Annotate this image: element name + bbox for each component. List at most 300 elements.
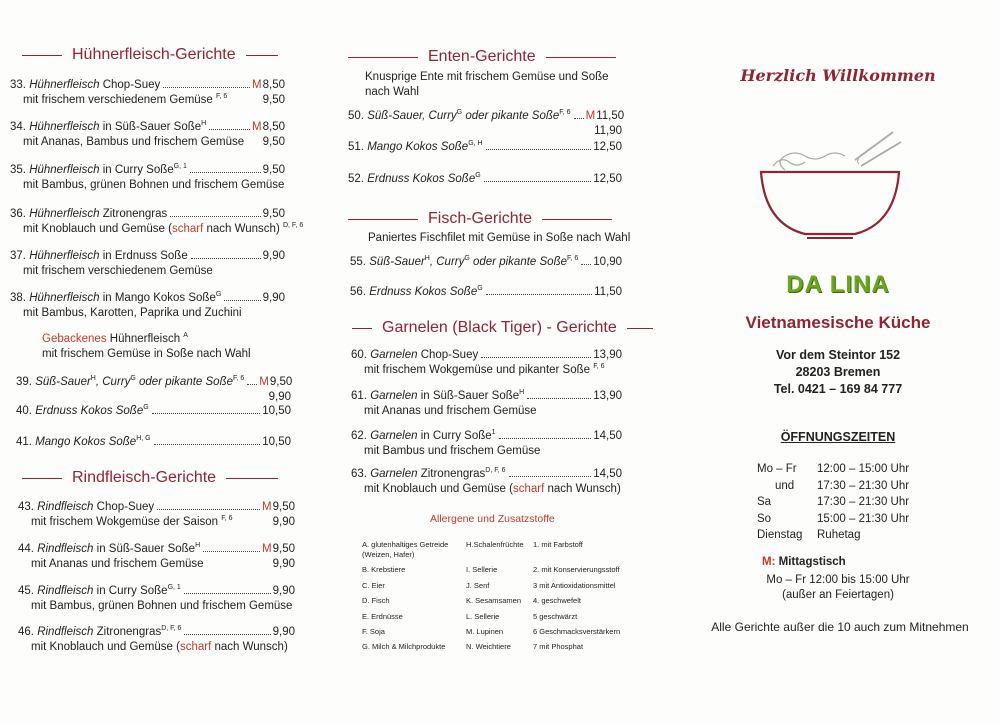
desc-text: nach Wunsch) bbox=[544, 483, 621, 495]
item-main-line bbox=[350, 255, 622, 270]
item-label bbox=[18, 584, 181, 599]
item-main-line bbox=[10, 291, 285, 306]
item-number: 35. bbox=[10, 164, 30, 176]
allergen-entry: 1. mit Farbstoff bbox=[533, 540, 583, 549]
item-label bbox=[351, 348, 478, 363]
lunch-marker: M bbox=[259, 376, 269, 388]
item-price: 12,50 bbox=[593, 173, 622, 185]
allergen-entry: L. Sellerie bbox=[466, 611, 500, 621]
item-main-line bbox=[348, 140, 622, 155]
allergen-code: F, 6 bbox=[593, 363, 605, 371]
spicy-note: scharf bbox=[512, 483, 545, 495]
item-name-rest: , Curry bbox=[429, 256, 465, 268]
item-description-line bbox=[18, 557, 295, 572]
item-number: 50. bbox=[348, 110, 368, 122]
desc-text: mit Knoblauch und Gemüse ( bbox=[364, 483, 513, 495]
item-price: 10,90 bbox=[593, 256, 623, 268]
desc-text: mit Bambus, grünen Bohnen und frischem Gemüse bbox=[31, 600, 293, 612]
item-description bbox=[23, 222, 303, 237]
allergen-code: G bbox=[130, 375, 136, 383]
allergen-entry: A. glutenhaltiges Getreide bbox=[362, 540, 449, 549]
item-name: Erdnuss Kokos Soße bbox=[367, 173, 476, 185]
menu-item bbox=[348, 140, 622, 155]
allergen-entry: 7 mit Phosphat bbox=[533, 642, 584, 652]
item-name: Erdnuss Kokos Soße bbox=[35, 405, 144, 417]
lunch-note: (außer an Feiertagen) bbox=[782, 589, 894, 601]
item-main-line bbox=[18, 584, 295, 599]
menu-item bbox=[10, 249, 285, 279]
menu-item bbox=[351, 467, 622, 497]
allergen-entry: B. Krebstiere bbox=[362, 565, 406, 575]
menu-item bbox=[351, 429, 622, 459]
allergen-code: G bbox=[456, 109, 463, 117]
item-name-rest: in Süß-Sauer Soße bbox=[99, 121, 202, 133]
item-price: 9,90 bbox=[262, 250, 285, 262]
allergen-code: D, F, 6 bbox=[161, 625, 182, 633]
menu-item bbox=[16, 404, 291, 419]
hours-time: 17:30 – 21:30 Uhr bbox=[817, 479, 910, 492]
item-label bbox=[348, 140, 483, 155]
header-rule bbox=[22, 478, 62, 479]
item-number: 60. bbox=[351, 349, 371, 361]
item-number: 41. bbox=[16, 436, 36, 448]
section-title: Fisch-Gerichte bbox=[428, 210, 533, 227]
item-name-rest: Chop-Suey bbox=[99, 79, 161, 91]
item-name-rest: Zitronengras bbox=[93, 626, 162, 638]
item-description bbox=[23, 306, 285, 321]
dot-leader bbox=[484, 181, 592, 182]
item-price-large: 9,90 bbox=[272, 558, 295, 570]
item-name: Hühnerfleisch bbox=[29, 208, 100, 220]
item-number: 46. bbox=[18, 626, 38, 638]
allergen-code: F, 6 bbox=[559, 109, 571, 117]
item-main-line bbox=[18, 500, 295, 515]
item-label bbox=[348, 172, 481, 187]
desc-text: mit frischem Wokgemüse und pikanter Soße bbox=[364, 364, 591, 376]
dot-leader bbox=[152, 413, 261, 414]
allergen-entry: M. Lupinen bbox=[466, 626, 504, 636]
item-name: Mango Kokos Soße bbox=[367, 141, 469, 153]
section-header-duck bbox=[348, 48, 616, 66]
dot-leader bbox=[209, 129, 250, 130]
item-main-line bbox=[16, 404, 291, 419]
item-label bbox=[10, 78, 160, 93]
item-description-line bbox=[10, 93, 285, 108]
lunch-marker: M: bbox=[762, 556, 776, 568]
menu-item bbox=[351, 348, 622, 378]
item-number: 52. bbox=[348, 173, 368, 185]
takeaway-note: Alle Gerichte außer die 10 auch zum Mitnehmen bbox=[711, 620, 969, 634]
allergen-code: D, F, 6 bbox=[282, 222, 304, 230]
allergen-code: H, G bbox=[136, 435, 151, 443]
item-number: 63. bbox=[351, 468, 371, 480]
item-main-line bbox=[351, 467, 622, 482]
item-main-line bbox=[18, 542, 295, 557]
item-price-large: 9,90 bbox=[268, 391, 291, 403]
item-name: Garnelen bbox=[370, 390, 418, 402]
menu-item bbox=[10, 207, 304, 237]
item-label bbox=[18, 500, 154, 515]
header-rule bbox=[546, 57, 616, 58]
menu-item-fried-chicken bbox=[42, 332, 282, 362]
menu-item bbox=[18, 542, 295, 572]
allergen-code: G bbox=[143, 404, 149, 412]
allergen-code: H bbox=[201, 120, 207, 128]
item-name: Hühnerfleisch bbox=[29, 121, 100, 133]
menu-item bbox=[18, 584, 295, 614]
item-price: 13,90 bbox=[593, 390, 622, 402]
menu-item bbox=[10, 78, 285, 108]
section-header-shrimp bbox=[352, 319, 653, 337]
item-description bbox=[23, 93, 263, 108]
item-name: Hühnerfleisch bbox=[29, 164, 100, 176]
item-description-line bbox=[10, 178, 285, 193]
hours-day: Sa bbox=[757, 496, 772, 508]
item-name-rest: in Süß-Sauer Soße bbox=[417, 390, 520, 402]
item-description bbox=[364, 482, 622, 497]
hours-row bbox=[757, 527, 909, 544]
street: Vor dem Steintor 152 bbox=[775, 348, 901, 362]
item-name-rest: Hühnerfleisch bbox=[106, 333, 181, 345]
dot-leader bbox=[184, 634, 270, 635]
item-number: 44. bbox=[18, 543, 38, 555]
item-price: 11,50 bbox=[596, 110, 625, 122]
allergen-entry: E. Erdnüsse bbox=[362, 611, 403, 621]
lunch-marker: M bbox=[262, 501, 272, 513]
item-label bbox=[18, 542, 200, 557]
lunch-info bbox=[728, 573, 948, 603]
item-price-large: 9,90 bbox=[272, 516, 295, 528]
menu-item bbox=[16, 435, 291, 450]
allergen-code: H bbox=[195, 542, 201, 550]
city: 28203 Bremen bbox=[795, 365, 881, 379]
item-label bbox=[351, 467, 506, 482]
header-rule bbox=[226, 478, 278, 479]
item-number: 51. bbox=[348, 141, 368, 153]
hours-table bbox=[757, 461, 909, 544]
item-main-line bbox=[350, 285, 622, 300]
noodle-bowl-icon bbox=[755, 128, 905, 244]
item-name-rest: Zitronengras bbox=[417, 468, 486, 480]
item-price: 14,50 bbox=[593, 468, 622, 480]
item-price-line bbox=[16, 390, 291, 405]
allergen-list-c bbox=[533, 540, 620, 658]
item-label bbox=[10, 249, 188, 264]
item-price: 9,90 bbox=[272, 626, 295, 638]
menu-item bbox=[16, 375, 291, 405]
desc-text: mit Ananas, Bambus und frischem Gemüse bbox=[23, 136, 245, 148]
item-name-rest: in Erdnuss Soße bbox=[99, 250, 188, 262]
dot-leader bbox=[157, 509, 260, 510]
hours-time: 15:00 – 21:30 Uhr bbox=[817, 512, 910, 525]
item-main-line bbox=[10, 120, 285, 135]
lunch-title: Mittagstisch bbox=[775, 556, 846, 568]
item-label bbox=[350, 255, 578, 270]
dot-leader bbox=[574, 118, 584, 119]
desc-text: mit Ananas und frischem Gemüse bbox=[364, 405, 537, 417]
item-price: 9,50 bbox=[272, 543, 295, 555]
dot-leader bbox=[224, 300, 260, 301]
allergen-entry: C. Eier bbox=[362, 580, 385, 590]
dot-leader bbox=[163, 87, 250, 88]
allergen-entry: H.Schalenfrüchte bbox=[466, 540, 524, 549]
menu-item bbox=[10, 163, 285, 193]
intro-line: Knusprige Ente mit frischem Gemüse und Soße bbox=[365, 71, 609, 83]
item-name: Hühnerfleisch bbox=[29, 292, 100, 304]
item-label bbox=[351, 429, 496, 444]
item-main-line bbox=[10, 207, 285, 222]
item-label bbox=[10, 207, 167, 222]
allergen-code: G bbox=[475, 172, 481, 180]
item-label bbox=[16, 375, 244, 390]
allergen-entry: 6 Geschmacksverstärkern bbox=[533, 626, 621, 636]
item-name-rest: Zitronengras bbox=[99, 208, 168, 220]
item-price: 12,50 bbox=[593, 141, 622, 153]
item-name-rest: oder pikante Soße bbox=[462, 110, 560, 122]
menu-item bbox=[18, 500, 295, 530]
desc-text: mit Knoblauch und Gemüse ( bbox=[23, 223, 172, 235]
section-header-fish bbox=[348, 210, 612, 228]
item-price: 9,50 bbox=[272, 501, 295, 513]
menu-item bbox=[18, 625, 295, 655]
allergen-entry: I. Sellerie bbox=[466, 565, 498, 575]
dot-leader bbox=[191, 258, 261, 259]
section-header-chicken bbox=[22, 46, 278, 64]
allergen-code: H bbox=[424, 255, 430, 263]
lunch-marker: M bbox=[252, 79, 262, 91]
item-label bbox=[351, 389, 524, 404]
item-main-line bbox=[16, 375, 291, 390]
item-description-line bbox=[351, 404, 622, 419]
item-price-line bbox=[348, 124, 622, 139]
item-name: Süß-Sauer bbox=[35, 376, 91, 388]
item-number: 39. bbox=[16, 376, 36, 388]
allergen-code: G, 1 bbox=[167, 584, 181, 592]
dot-leader bbox=[184, 593, 271, 594]
header-rule bbox=[542, 219, 612, 220]
item-description bbox=[31, 599, 295, 614]
dot-leader bbox=[203, 551, 260, 552]
item-name-rest: Chop-Suey bbox=[93, 501, 155, 513]
item-description-line bbox=[18, 599, 295, 614]
desc-text: mit Knoblauch und Gemüse ( bbox=[31, 641, 180, 653]
section-title: Rindfleisch-Gerichte bbox=[72, 469, 217, 486]
item-description bbox=[364, 404, 622, 419]
item-number: 33. bbox=[10, 79, 30, 91]
item-description-line bbox=[351, 444, 622, 459]
item-name-rest: oder pikante Soße bbox=[469, 256, 567, 268]
allergen-code: 1 bbox=[491, 429, 496, 437]
item-name-rest: in Curry Soße bbox=[93, 585, 168, 597]
item-label bbox=[350, 285, 483, 300]
desc-text: mit Ananas und frischem Gemüse bbox=[31, 558, 204, 570]
hours-day: Mo – Fr bbox=[757, 463, 797, 475]
item-name: Mango Kokos Soße bbox=[35, 436, 137, 448]
hours-time: 17:30 – 21:30 Uhr bbox=[817, 496, 910, 508]
allergen-code: G bbox=[215, 291, 222, 299]
allergen-code: H bbox=[90, 375, 96, 383]
item-name: Süß-Sauer bbox=[369, 256, 425, 268]
allergen-code: A bbox=[183, 332, 188, 340]
dot-leader bbox=[481, 357, 591, 358]
menu-item bbox=[351, 389, 622, 419]
item-main-line bbox=[18, 625, 295, 640]
item-name: Rindfleisch bbox=[37, 501, 94, 513]
dot-leader bbox=[527, 398, 591, 399]
menu-item bbox=[348, 109, 625, 139]
section-header-beef bbox=[22, 469, 278, 487]
item-label bbox=[348, 109, 571, 124]
desc-text: mit Bambus, Karotten, Paprika und Zuchini bbox=[23, 307, 242, 319]
allergen-code: G bbox=[464, 255, 470, 263]
dot-leader bbox=[509, 476, 592, 477]
item-label bbox=[18, 625, 181, 640]
allergen-code: F, 6 bbox=[221, 515, 233, 523]
hours-row bbox=[757, 511, 909, 528]
item-price-large: 9,50 bbox=[262, 136, 285, 148]
item-main-line bbox=[10, 163, 285, 178]
item-name: Garnelen bbox=[370, 349, 418, 361]
item-price: 9,50 bbox=[269, 376, 293, 388]
item-number: 56. bbox=[350, 286, 370, 298]
hours-day: und bbox=[775, 479, 795, 492]
header-rule bbox=[627, 328, 653, 329]
item-price: 11,50 bbox=[594, 286, 622, 298]
header-rule bbox=[246, 55, 278, 56]
menu-item bbox=[350, 255, 622, 270]
item-name: Rindfleisch bbox=[37, 585, 94, 597]
menu-item bbox=[10, 291, 285, 321]
item-name-rest: in Curry Soße bbox=[417, 430, 492, 442]
desc-text: mit frischem verschiedenem Gemüse bbox=[23, 265, 213, 277]
cuisine-subtitle: Vietnamesische Küche bbox=[745, 313, 931, 332]
item-name: Gebackenes bbox=[42, 333, 107, 345]
dot-leader bbox=[499, 438, 592, 439]
desc-text: nach Wunsch) bbox=[211, 641, 288, 653]
item-name: Süß-Sauer, Curry bbox=[367, 110, 457, 122]
allergen-code: H bbox=[519, 389, 525, 397]
menu-item bbox=[348, 172, 622, 187]
item-number: 43. bbox=[18, 501, 38, 513]
item-description bbox=[23, 135, 263, 150]
item-label bbox=[10, 291, 221, 306]
item-main-line bbox=[10, 78, 285, 93]
item-description-line bbox=[10, 264, 285, 279]
allergen-entry: D. Fisch bbox=[362, 596, 390, 606]
item-description bbox=[31, 515, 273, 530]
item-name: Erdnuss Kokos Soße bbox=[369, 286, 478, 298]
item-number: 34. bbox=[10, 121, 30, 133]
desc-text: nach Wunsch) bbox=[203, 223, 280, 235]
item-price: 9,90 bbox=[272, 585, 295, 597]
item-number: 38. bbox=[10, 292, 30, 304]
item-number: 61. bbox=[351, 390, 371, 402]
allergen-entry: F. Soja bbox=[362, 626, 385, 636]
allergen-entry: (Weizen, Hafer) bbox=[362, 550, 415, 559]
hours-row bbox=[757, 461, 909, 478]
item-price: 10,50 bbox=[262, 436, 291, 448]
dot-leader bbox=[486, 149, 592, 150]
restaurant-name: DA LINA bbox=[786, 271, 890, 298]
item-label bbox=[16, 404, 149, 419]
item-price: 9,50 bbox=[262, 164, 285, 176]
item-description bbox=[31, 640, 295, 655]
spacer bbox=[348, 124, 594, 139]
item-name: Rindfleisch bbox=[37, 626, 94, 638]
desc-text: mit Bambus und frischem Gemüse bbox=[364, 445, 541, 457]
lunch-marker: M bbox=[585, 110, 596, 122]
hours-row bbox=[757, 494, 909, 511]
item-number: 36. bbox=[10, 208, 30, 220]
dot-leader bbox=[486, 294, 592, 295]
item-name-rest: Chop-Suey bbox=[417, 349, 479, 361]
item-name-rest: in Süß-Sauer Soße bbox=[93, 543, 196, 555]
hours-day: Dienstag bbox=[757, 529, 803, 541]
desc-text: mit Bambus, grünen Bohnen und frischem Gemüse bbox=[23, 179, 285, 191]
allergen-entry: 5 geschwärzt bbox=[533, 611, 578, 621]
dot-leader bbox=[581, 264, 591, 265]
item-label bbox=[16, 435, 151, 450]
dot-leader bbox=[190, 172, 261, 173]
header-rule bbox=[348, 57, 418, 58]
allergen-list-a bbox=[362, 540, 448, 658]
section-title: Enten-Gerichte bbox=[428, 48, 536, 65]
section-title: Garnelen (Black Tiger) - Gerichte bbox=[382, 319, 617, 336]
item-name-rest: in Mango Kokos Soße bbox=[99, 292, 216, 304]
item-name: Garnelen bbox=[370, 468, 418, 480]
item-name-rest: in Curry Soße bbox=[99, 164, 174, 176]
allergen-entry: 2. mit Konservierungsstoff bbox=[533, 565, 620, 575]
item-main-line bbox=[348, 109, 625, 124]
item-main-line bbox=[16, 435, 291, 450]
item-description-line bbox=[351, 482, 622, 497]
spacer bbox=[16, 390, 269, 405]
hours-time: Ruhetag bbox=[817, 529, 861, 541]
item-number: 37. bbox=[10, 250, 30, 262]
item-price: 10,50 bbox=[262, 405, 291, 417]
allergen-code: G, 1 bbox=[173, 163, 187, 171]
hours-day: So bbox=[757, 512, 772, 525]
header-rule bbox=[348, 219, 418, 220]
spicy-note: scharf bbox=[179, 641, 212, 653]
section-title: Hühnerfleisch-Gerichte bbox=[72, 46, 236, 63]
item-description bbox=[364, 363, 622, 378]
item-label bbox=[10, 120, 206, 135]
item-name: Hühnerfleisch bbox=[29, 79, 100, 91]
item-name: Hühnerfleisch bbox=[29, 250, 100, 262]
item-number: 62. bbox=[351, 430, 371, 442]
item-number: 55. bbox=[350, 256, 370, 268]
allergen-title: Allergene und Zusatzstoffe bbox=[430, 513, 555, 525]
dot-leader bbox=[154, 444, 261, 445]
address-block bbox=[728, 347, 948, 398]
allergen-code: F, 6 bbox=[232, 375, 245, 383]
item-number: 40. bbox=[16, 405, 36, 417]
item-name: Garnelen bbox=[370, 430, 418, 442]
desc-text: mit frischem Wokgemüse der Saison bbox=[31, 516, 219, 528]
item-label bbox=[10, 163, 187, 178]
item-name-rest: oder pikante Soße bbox=[135, 376, 233, 388]
duck-intro bbox=[365, 70, 609, 100]
item-description-line bbox=[18, 640, 295, 655]
item-price: 9,90 bbox=[262, 292, 285, 304]
item-description: mit frischem Gemüse in Soße nach Wahl bbox=[42, 348, 251, 360]
allergen-entry: N. Weichtiere bbox=[466, 642, 511, 652]
hours-row bbox=[757, 478, 909, 495]
item-description bbox=[23, 178, 285, 193]
item-name: Rindfleisch bbox=[37, 543, 94, 555]
item-description-line bbox=[351, 363, 622, 378]
